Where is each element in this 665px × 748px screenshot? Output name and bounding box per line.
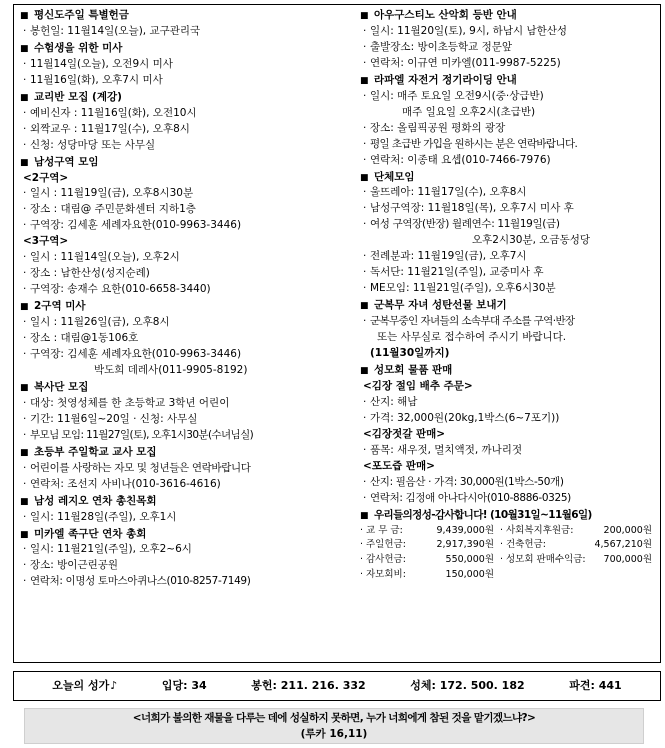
subsection-title: <김장젓갈 판매> [363,427,446,440]
offering-table [360,524,658,583]
notice-line: · 남성구역장: 11월18일(목), 오후7시 미사 후 [360,201,658,217]
notice-line: · 기간: 11월6일~20일 · 신청: 사무실 [20,412,356,428]
notice-line: · 11월16일(화), 오후7시 미사 [20,73,356,89]
offering-item: · 감사헌금: 550,000원 [360,553,500,568]
notice-line: · 독서단: 11월21일(주일), 교중미사 후 [360,265,658,281]
notices-right-column [360,8,658,583]
scripture-quote [24,708,644,744]
notice-line: · 일시: 11월20일(토), 9시, 하남시 남한산성 [360,24,658,40]
notice-line: · 장소: 올림픽공원 평화의 광장 [360,121,658,137]
hymn-entrance: 입당: 34 [161,678,207,692]
section-title: ■ 초등부 주일학교 교사 모집 [20,445,356,461]
notice-line: · ME모임: 11월21일(주일), 오후6시30분 [360,281,658,297]
notice-line: · 평일 초급반 가입을 원하시는 분은 연락바랍니다. [360,137,658,153]
notice-augustino-hiking [360,8,658,72]
notice-line: · 일시: 매주 토요일 오전9시(중·상급반) [360,89,658,105]
offering-item: · 교 무 금: 9,439,000원 [360,524,500,539]
notice-line: · 울뜨레아: 11월17일(수), 오후8시 [360,185,658,201]
subsection-title: <3구역> [23,235,69,248]
notices-box [13,4,661,663]
hymn-numbers-bar [13,671,661,701]
offering-item: · 건축헌금: 4,567,210원 [500,538,658,553]
section-title: ■ 군복무 자녀 성탄선물 보내기 [360,298,658,314]
hymn-recessional: 파견: 441 [569,678,622,692]
notice-line: · 일시: 11월28일(주일), 오후1시 [20,510,356,526]
todays-hymns-label: 오늘의 성가♪ [52,678,118,692]
offering-item: · 성모회 판매수익금: 700,000원 [500,553,658,568]
notice-catechism-class [20,90,356,154]
section-title: ■ 아우구스티노 산악회 등반 안내 [360,8,658,24]
notice-line: · 장소: 방이근린공원 [20,558,356,574]
subsection-title: <포도즙 판매> [363,459,435,472]
notice-line: · 일시 : 11월26일(금), 오후8시 [20,315,356,331]
hymn-offertory: 봉헌: 211. 216. 332 [251,678,366,692]
section-title: ■ 우리들의정성-감사합니다! (10월31일~11월6일) [360,508,658,524]
notice-line: · 연락처: 이규연 미카엘(011-9987-5225) [360,56,658,72]
notice-legio-gathering [20,494,356,526]
notice-line: · 장소 : 남한산성(성지순례) [20,266,356,282]
notice-mothers-sale [360,363,658,507]
notice-raphael-cycling [360,73,658,169]
offering-item: · 주일헌금: 2,917,390원 [360,538,500,553]
notice-line: · 산지: 해남 [360,395,658,411]
subsection-title: <김장 절임 배추 주문> [363,379,473,392]
notice-offering-thanks [360,508,658,583]
notice-line: · 11월14일(오늘), 오전9시 미사 [20,57,356,73]
notice-line: · 여성 구역장(반장) 월례연수: 11월19일(금) [360,217,658,233]
section-title: ■ 단체모임 [360,170,658,186]
notice-line: · 일시 : 11월19일(금), 오후8시30분 [20,186,356,202]
notice-line: · 군복무중인 자녀들의 소속부대 주소를 구역·반장 [360,314,658,330]
section-title: ■ 미카엘 족구단 연차 총회 [20,527,356,543]
notice-line: · 연락처: 조선지 사비나(010-3616-4616) [20,477,356,493]
notice-line: · 일시 : 11월14일(오늘), 오후2시 [20,250,356,266]
hymn-communion: 성체: 172. 500. 182 [410,678,525,692]
subsection-title: <2구역> [23,171,69,184]
quote-reference: (루카 16,11) [300,728,368,741]
notice-line: · 연락처: 이명성 토마스아퀴나스(010-8257-7149) [20,574,356,590]
notice-deadline: (11월30일까지) [370,347,450,360]
notice-line: · 가격: 32,000원(20kg,1박스(6~7포기)) [360,411,658,427]
section-title: ■ 남성 레지오 연차 총친목회 [20,494,356,510]
notice-line: · 일시: 11월21일(주일), 오후2~6시 [20,542,356,558]
section-title: ■ 평신도주일 특별헌금 [20,8,356,24]
section-title: ■ 2구역 미사 [20,299,356,315]
notice-line-continued: 오후2시30분, 오금동성당 [472,234,591,247]
notice-line: · 출발장소: 방이초등학교 정문앞 [360,40,658,56]
notice-district2-mass [20,299,356,379]
quote-text: <너희가 불의한 재물을 다루는 데에 성실하지 못하면, 누가 너희에게 참된 것을 맡기겠느냐?> [132,712,536,724]
notice-exam-mass [20,41,356,89]
notice-line: · 산지: 필음산 · 가격: 30,000원(1박스-50개) [360,475,658,491]
offering-item: · 자모회비: 150,000원 [360,568,500,583]
notice-line: · 외짝교우 : 11월17일(수), 오후8시 [20,122,356,138]
notice-altar-servers [20,380,356,444]
notice-line: · 품목: 새우젓, 멸치액젓, 까나리젓 [360,443,658,459]
notice-line: · 연락처: 김정애 아나다시아(010-8886-0325) [360,491,658,507]
music-note-icon: ♪ [110,678,118,692]
notice-line: · 어린이를 사랑하는 자모 및 청년들은 연락바랍니다 [20,461,356,477]
notices-left-column [20,8,356,591]
notice-line: · 전례분과: 11월19일(금), 오후7시 [360,249,658,265]
section-title: ■ 수험생을 위한 미사 [20,41,356,57]
notice-line: · 봉헌일: 11월14일(오늘), 교구관리국 [20,24,356,40]
notice-line: · 신청: 성당마당 또는 사무실 [20,138,356,154]
notice-line: · 구역장: 김세훈 세례자요한(010-9963-3446) [20,218,356,234]
notice-line: · 구역장: 송재수 요한(010-6658-3440) [20,282,356,298]
section-title: ■ 복사단 모집 [20,380,356,396]
notice-line: · 구역장: 김세훈 세례자요한(010-9963-3446) [20,347,356,363]
notice-mens-district-meeting [20,155,356,299]
notice-laity-sunday-offering [20,8,356,40]
section-title: ■ 남성구역 모임 [20,155,356,171]
notice-line: · 부모님 모임: 11월27일(토), 오후1시30분(수녀님실) [20,428,356,444]
offering-item: · 사회복지후원금: 200,000원 [500,524,658,539]
notice-military-christmas-gifts [360,298,658,362]
section-title: ■ 성모회 물품 판매 [360,363,658,379]
notice-line: · 연락처: 이종태 요셉(010-7466-7976) [360,153,658,169]
notice-group-meetings [360,170,658,298]
notice-line: · 장소 : 대림@ 주민문화센터 지하1층 [20,202,356,218]
notice-line-continued: 박도희 데레사(011-9905-8192) [94,363,248,376]
section-title: ■ 교리반 모집 (계강) [20,90,356,106]
notice-line-continued: 또는 사무실로 접수하여 주시기 바랍니다. [377,331,567,344]
notice-sunday-school-teachers [20,445,356,493]
notice-michael-footvolley [20,527,356,591]
notice-line: · 대상: 첫영성체를 한 초등학교 3학년 어린이 [20,396,356,412]
notice-line: · 예비신자 : 11월16일(화), 오전10시 [20,106,356,122]
notice-line: · 장소 : 대림@1동106호 [20,331,356,347]
section-title: ■ 라파엘 자전거 정기라이딩 안내 [360,73,658,89]
notice-line-continued: 매주 일요일 오후2시(초급반) [402,105,536,118]
